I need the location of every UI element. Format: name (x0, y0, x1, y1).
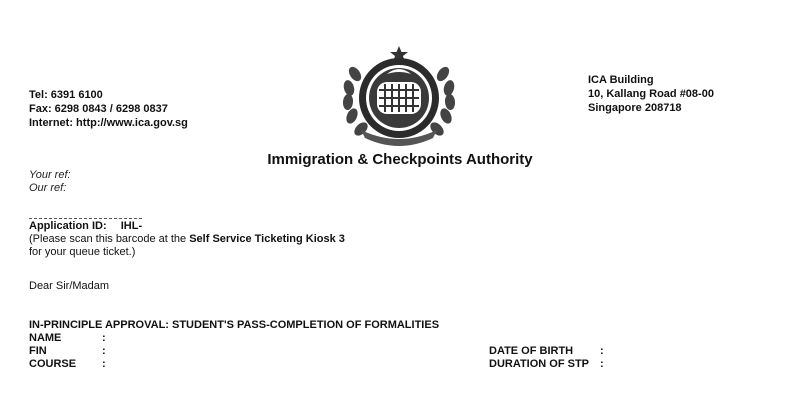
contact-block (29, 88, 188, 130)
scan-instructions (29, 233, 345, 259)
address-block (588, 73, 714, 115)
application-id (29, 218, 142, 232)
our-ref: Our ref: (29, 182, 67, 194)
field-label: COURSE (29, 358, 77, 370)
authority-title: Immigration & Checkpoints Authority (267, 151, 533, 168)
address-line-2: 10, Kallang Road #08-00 (588, 88, 714, 100)
field-date-of-birth (489, 345, 604, 358)
ica-seal-logo (337, 44, 461, 148)
scan-note-prefix: (Please scan this barcode at the (29, 233, 190, 245)
field-fin (29, 345, 106, 358)
field-course (29, 358, 106, 371)
field-label: DATE OF BIRTH (489, 345, 574, 357)
contact-fax: Fax: 6298 0843 / 6298 0837 (29, 103, 168, 115)
fields-right (489, 345, 604, 371)
field-separator: : (102, 358, 106, 370)
field-duration-of-stp (489, 358, 604, 371)
fields-left (29, 332, 106, 371)
field-label: NAME (29, 332, 62, 344)
your-ref: Your ref: (29, 169, 71, 181)
contact-tel: Tel: 6391 6100 (29, 89, 103, 101)
salutation: Dear Sir/Madam (29, 280, 110, 292)
subject-line: IN-PRINCIPLE APPROVAL: STUDENT'S PASS-COMPLETION OF FORMALITIES (29, 319, 440, 331)
address-line-3: Singapore 208718 (588, 102, 682, 114)
field-separator: : (600, 345, 604, 357)
application-id-value: IHL- (120, 220, 143, 232)
field-separator: : (102, 332, 106, 344)
field-separator: : (102, 345, 106, 357)
kiosk-name: Self Service Ticketing Kiosk 3 (189, 233, 345, 245)
contact-internet: Internet: http://www.ica.gov.sg (29, 117, 188, 129)
scan-note-line2: for your queue ticket.) (29, 246, 136, 258)
application-id-label: Application ID: (29, 220, 107, 232)
address-line-1: ICA Building (588, 74, 654, 86)
field-label: DURATION OF STP (489, 358, 590, 370)
field-name (29, 332, 106, 345)
field-label: FIN (29, 345, 47, 357)
field-separator: : (600, 358, 604, 370)
reference-block (29, 169, 71, 195)
